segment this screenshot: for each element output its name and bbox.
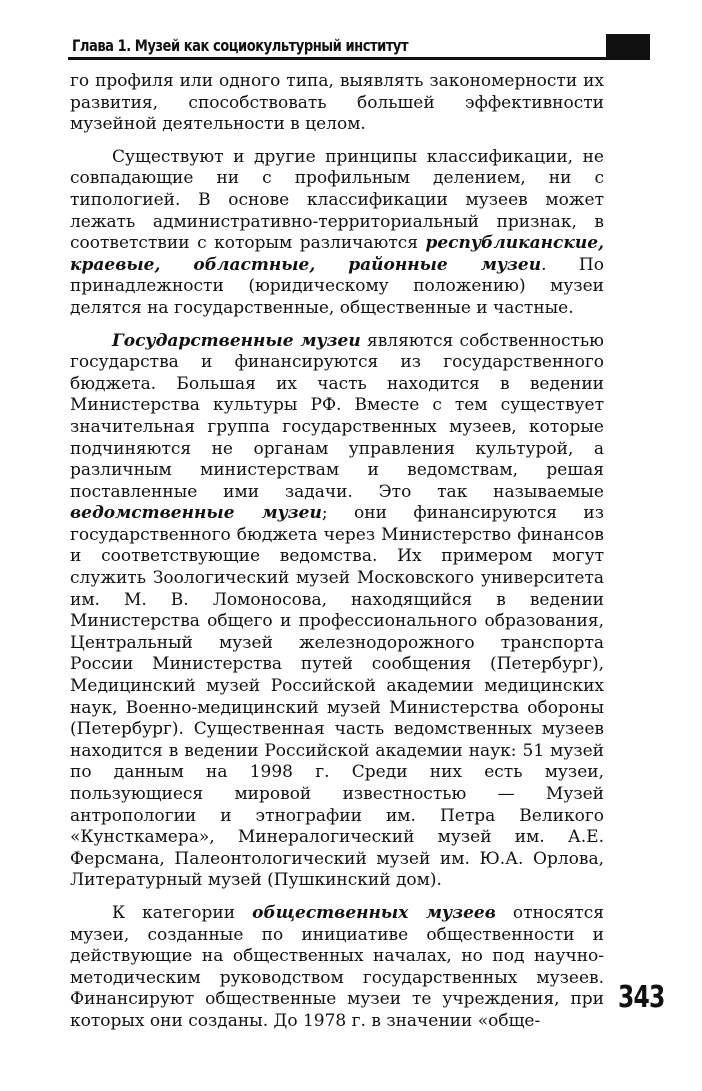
text-segment: ; они финансируются из государственного бюджета через Министерство финансов и соответствующие ведомства. Их примером могут служить Зоологический музей Московского университета им. М. В. Ломоносова, находящийся в ведении Министерства общего и профессионального образования, Центральный музей железнодорожного транспорта России Министерства путей сообщения (Петербург), Медицинский музей Российской академии медицинских наук, Военно-медицинский музей Министерства обороны (Петербург). Существенная часть ведомственных музеев находится в ведении Российской академии наук: 51 музей по данным на 1998 г. Среди них есть музеи, пользующиеся мировой известностью — Музей антропологии и этнографии им. Петра Великого «Кунсткамера», Минералогический музей им. А.Е. Ферсмана, Палеонтологический музей им. Ю.А. Орлова, Литературный музей (Пушкинский дом). bbox=[70, 503, 605, 891]
emphasized-term: республиканские, краевые, областные, районные музеи bbox=[70, 233, 604, 275]
page-number: 343 bbox=[618, 980, 665, 1015]
text-segment: являются собственностью государства и финансируются из государственного бюджета. Большая их часть находится в ведении Министерства культуры РФ. Вместе с тем существует значительная группа государственных музеев, которые подчиняются не органам управления культурой, а различным министерствам и ведомствам, решая поставленные ими задачи. Это так называемые bbox=[70, 330, 604, 502]
chapter-title: Глава 1. Музей как социокультурный институт bbox=[72, 36, 409, 55]
paragraph-4 bbox=[70, 903, 604, 1033]
main-text bbox=[70, 71, 604, 1033]
header-rule bbox=[68, 57, 650, 60]
emphasized-term: общественных музеев bbox=[252, 902, 496, 923]
text-segment: . По принадлежности (юридическому положению) музеи делятся на государственные, общественные и частные. bbox=[70, 254, 604, 318]
emphasized-term: Государственные музеи bbox=[112, 330, 361, 351]
paragraph-2 bbox=[70, 147, 604, 320]
paragraph-1 bbox=[70, 71, 604, 136]
text-segment: го профиля или одного типа, выявлять закономерности их развития, способствовать большей эффективности музейной деятельности в целом. bbox=[70, 71, 604, 135]
text-segment: относятся музеи, созданные по инициативе общественности и действующие на общественных началах, но под научно-методическим руководством государственных музеев. Финансируют общественные музеи те учреждения, при которых они созданы. До 1978 г. в значении «обще- bbox=[70, 902, 604, 1031]
paragraph-3 bbox=[70, 331, 604, 892]
emphasized-term: ведомственные музеи bbox=[70, 503, 322, 524]
text-segment: К категории bbox=[112, 902, 253, 923]
header-black-block bbox=[606, 34, 650, 57]
text-segment: Существуют и другие принципы классификации, не совпадающие ни с профильным делением, ни с типологией. В основе классификации музеев может лежать административно-территориальный признак, в соответствии с которым различаются bbox=[70, 146, 604, 254]
running-header bbox=[68, 34, 650, 58]
